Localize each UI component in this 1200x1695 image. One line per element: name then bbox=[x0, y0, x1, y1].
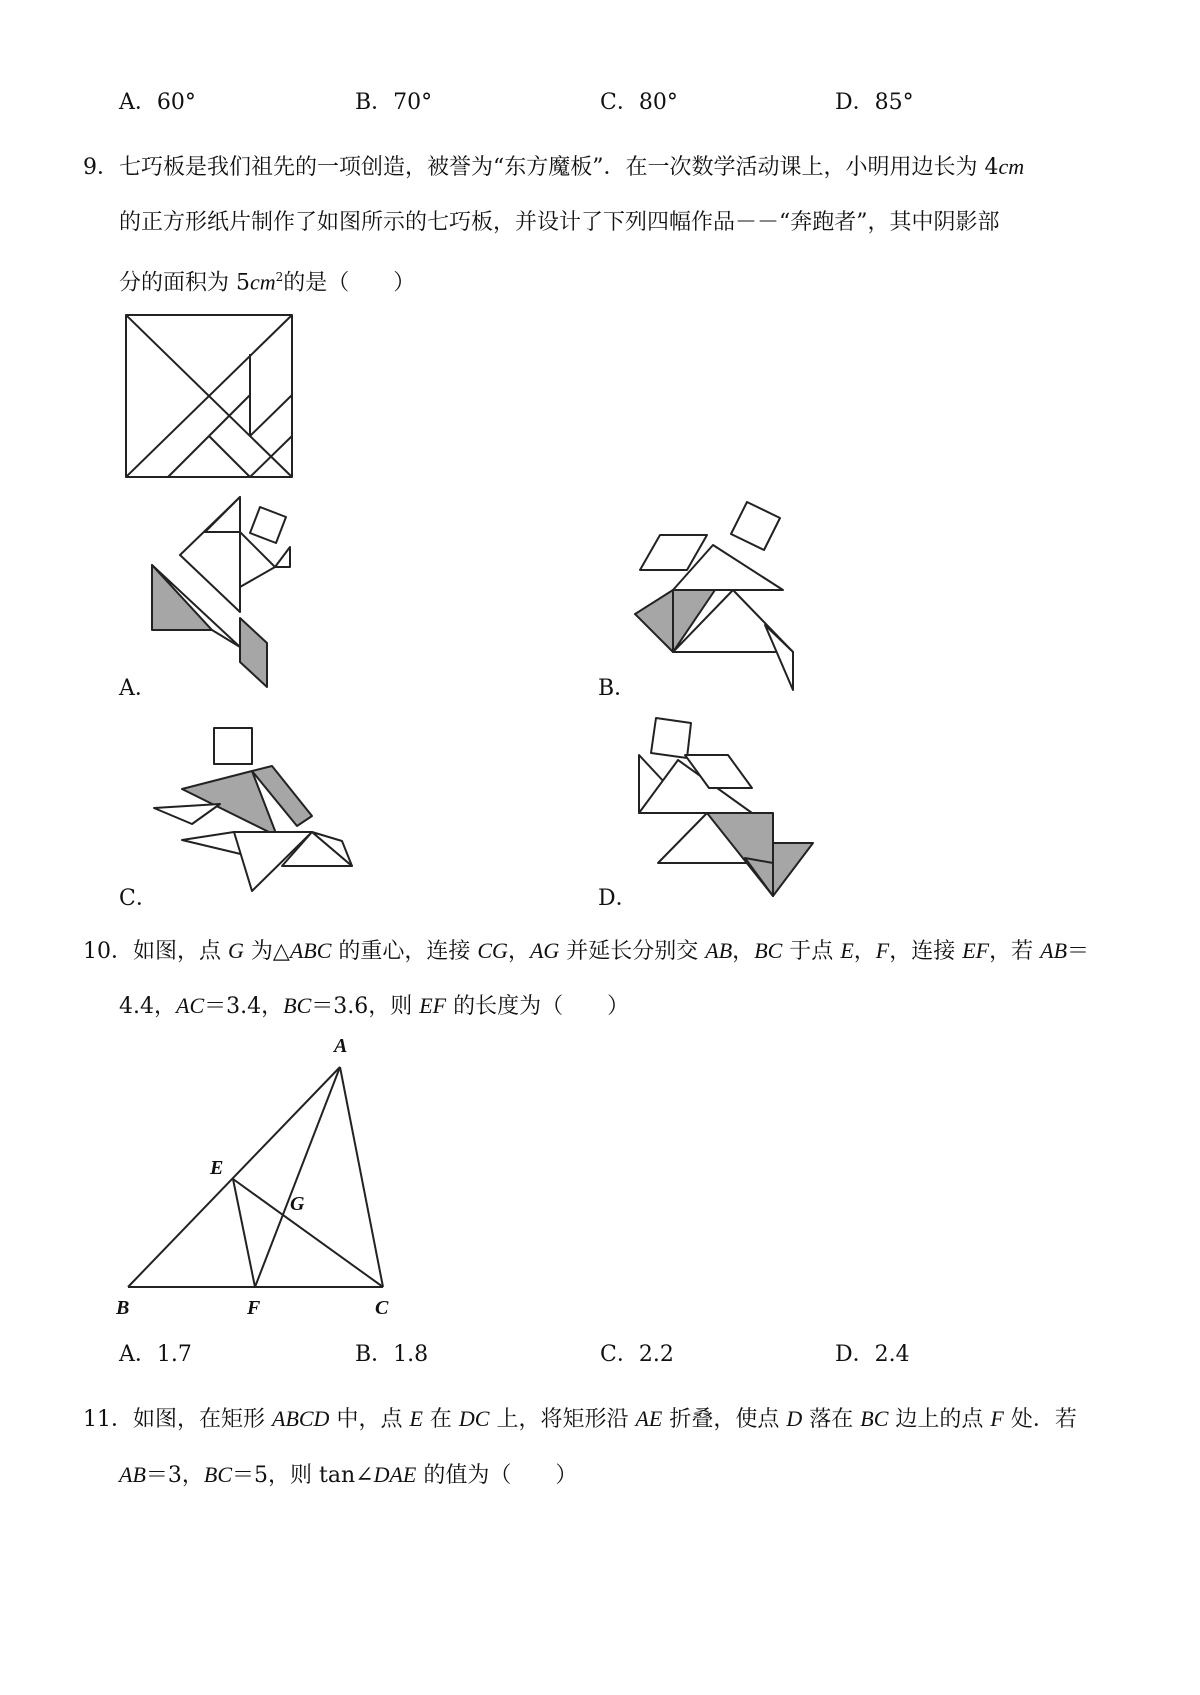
q11-number: 11． bbox=[83, 1407, 133, 1432]
text-segment: 为△ bbox=[243, 939, 290, 964]
text-segment: ， bbox=[853, 939, 876, 964]
q9-option-a-label: A． bbox=[119, 676, 157, 701]
text-segment: 的重心，连接 bbox=[331, 939, 478, 964]
q10-line-2 bbox=[119, 991, 629, 1022]
text-segment: AE bbox=[635, 1406, 663, 1431]
text-segment: 4.4， bbox=[119, 994, 176, 1019]
text-segment: ，若 bbox=[989, 939, 1041, 964]
q11-line-1 bbox=[83, 1404, 1077, 1435]
text-segment: F bbox=[875, 938, 890, 963]
label-f: F bbox=[247, 1297, 261, 1319]
text-segment: D bbox=[786, 1406, 803, 1431]
q10-option-d: D．2.4 bbox=[835, 1342, 910, 1367]
label-e: E bbox=[210, 1157, 224, 1179]
text-segment: EF bbox=[962, 938, 990, 963]
label-a: A bbox=[334, 1035, 348, 1057]
text-segment: 如图，点 bbox=[133, 939, 228, 964]
q11-line-2 bbox=[119, 1460, 577, 1491]
text-segment: 边上的点 bbox=[888, 1407, 991, 1432]
text-segment: ＝3.4， bbox=[204, 994, 284, 1019]
q8-option-b: B．70° bbox=[355, 90, 433, 115]
text-segment: 于点 bbox=[782, 939, 841, 964]
text-segment: ＝3， bbox=[145, 1463, 204, 1488]
q9-option-b-label: B． bbox=[598, 676, 637, 701]
text-segment: 的值为（ ） bbox=[416, 1463, 578, 1488]
text-segment: BC bbox=[283, 993, 312, 1018]
q8-option-c: C．80° bbox=[600, 90, 678, 115]
text-segment: BC bbox=[754, 938, 783, 963]
tangram-runner-b bbox=[640, 500, 800, 690]
text-segment: ， bbox=[507, 939, 530, 964]
q9-line-2: 的正方形纸片制作了如图所示的七巧板，并设计了下列四幅作品－－“奔跑者”，其中阴影部 bbox=[119, 210, 1000, 235]
text-segment: AB bbox=[119, 1462, 146, 1487]
text-segment: AC bbox=[176, 993, 205, 1018]
text-segment: AG bbox=[529, 938, 560, 963]
label-c: C bbox=[375, 1297, 389, 1319]
label-g: G bbox=[290, 1193, 305, 1215]
text-segment: BC bbox=[203, 1462, 233, 1487]
text-segment: CG bbox=[477, 938, 508, 963]
tangram-runner-d bbox=[638, 718, 818, 903]
text-segment: 折叠，使点 bbox=[662, 1407, 787, 1432]
q8-option-a: A．60° bbox=[119, 90, 196, 115]
q10-option-b: B．1.8 bbox=[355, 1342, 429, 1367]
q8-option-d: D．85° bbox=[835, 90, 914, 115]
tangram-runner-a bbox=[150, 487, 320, 692]
text-segment: ， bbox=[732, 939, 755, 964]
text-segment: 并延长分别交 bbox=[559, 939, 706, 964]
q10-option-c: C．2.2 bbox=[600, 1342, 674, 1367]
q9-line-3: 分的面积为 $5cm^2$的是（ ） bbox=[119, 269, 416, 296]
tangram-square-figure bbox=[124, 313, 294, 479]
label-b: B bbox=[116, 1297, 130, 1319]
text-segment: ＝3.6，则 bbox=[311, 994, 420, 1019]
text-segment: E bbox=[409, 1406, 423, 1431]
q10-line-1 bbox=[83, 936, 1089, 967]
q9-number: 9． bbox=[83, 155, 119, 180]
triangle-centroid-figure bbox=[110, 1032, 420, 1322]
text-segment: 处．若 bbox=[1003, 1407, 1077, 1432]
text-segment: ABC bbox=[289, 938, 332, 963]
text-segment: ＝ bbox=[1067, 939, 1090, 964]
q9-line-1: 9．七巧板是我们祖先的一项创造，被誉为“东方魔板”．在一次数学活动课上，小明用边长为 4cm bbox=[83, 154, 1025, 180]
text-segment: F bbox=[990, 1406, 1004, 1431]
text-segment: DAE bbox=[373, 1462, 417, 1487]
tangram-runner-c bbox=[152, 726, 352, 896]
text-segment: ，连接 bbox=[889, 939, 963, 964]
q10-number: 10． bbox=[83, 939, 133, 964]
text-segment: 的长度为（ ） bbox=[446, 994, 630, 1019]
text-segment: ＝5，则 tan∠ bbox=[232, 1463, 374, 1488]
text-segment: BC bbox=[860, 1406, 889, 1431]
text-segment: 上，将矩形沿 bbox=[489, 1407, 636, 1432]
q9-option-c-label: C． bbox=[119, 886, 158, 911]
text-segment: 在 bbox=[422, 1407, 459, 1432]
text-segment: AB bbox=[1040, 938, 1068, 963]
text-segment: 中，点 bbox=[329, 1407, 410, 1432]
text-segment: AB bbox=[705, 938, 733, 963]
text-segment: DC bbox=[458, 1406, 490, 1431]
text-segment: 如图，在矩形 bbox=[133, 1407, 272, 1432]
text-segment: 落在 bbox=[802, 1407, 861, 1432]
text-segment: E bbox=[840, 938, 854, 963]
q9-option-d-label: D． bbox=[598, 886, 638, 911]
q10-option-a: A．1.7 bbox=[119, 1342, 192, 1367]
text-segment: G bbox=[228, 938, 244, 963]
text-segment: ABCD bbox=[272, 1406, 330, 1431]
text-segment: EF bbox=[419, 993, 447, 1018]
